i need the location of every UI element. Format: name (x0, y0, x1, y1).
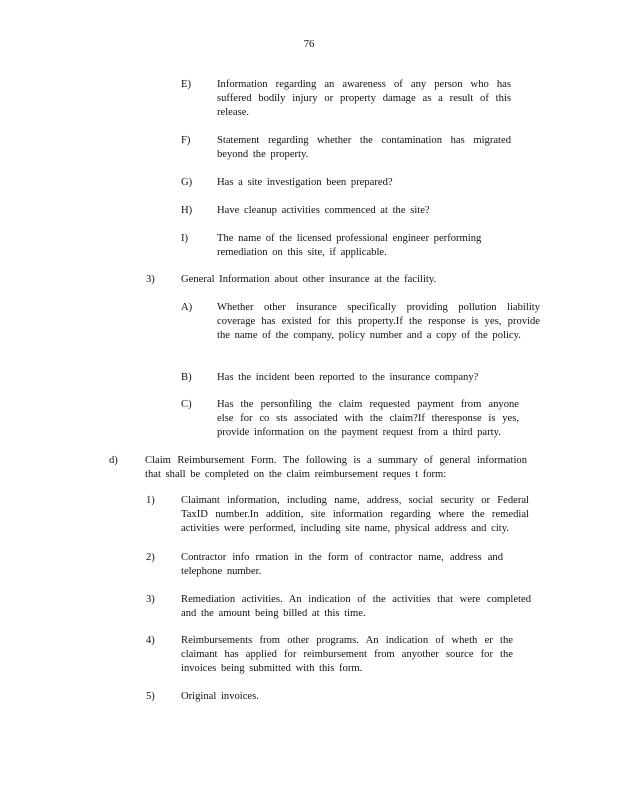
item-text: Has the incident been reported to the insurance company? (217, 372, 479, 383)
item-text: Claim Reimbursement Form. The following is a summary of general information that shall be completed on the claim reimbursement reques t form: (145, 455, 527, 480)
item-text: Original invoices. (181, 691, 259, 702)
item-label: 3) (146, 274, 155, 285)
item-label: I) (181, 233, 189, 244)
item-label: 1) (146, 495, 155, 506)
item-text: Claimant information, including name, address, social security or Federal TaxID number.In addition, site information regarding where the remedial activities were performed, including site name, physical address and city. (181, 495, 529, 534)
item-label: B) (181, 372, 192, 383)
item-label: 5) (146, 691, 155, 702)
item-text: Remediation activities. An indication of the activities that were completed and the amount being billed at this time. (181, 594, 531, 619)
item-label: H) (181, 205, 193, 216)
item-text: The name of the licensed professional engineer performing remediation on this site, if applicable. (217, 233, 482, 258)
item-label: 4) (146, 635, 155, 646)
item-label: C) (181, 399, 192, 410)
item-text: Statement regarding whether the contamination has migrated beyond the property. (217, 135, 511, 160)
item-text: Contractor info rmation in the form of contractor name, address and telephone number. (181, 552, 503, 577)
item-text: Reimbursements from other programs. An indication of wheth er the claimant has applied for reimbursement from anyother source for the invoices being submitted with this form. (181, 635, 513, 674)
item-label: d) (109, 455, 118, 466)
item-text: Whether other insurance specifically providing pollution liability coverage has existed for this property.If the response is yes, provide the name of the company, policy number and a copy of the policy. (217, 302, 540, 341)
item-text: General Information about other insurance at the facility. (181, 274, 437, 285)
item-label: G) (181, 177, 193, 188)
item-label: 2) (146, 552, 155, 563)
item-text: Has a site investigation been prepared? (217, 177, 393, 188)
page-number: 76 (303, 39, 315, 50)
item-label: F) (181, 135, 191, 146)
item-label: E) (181, 79, 191, 90)
item-label: 3) (146, 594, 155, 605)
item-text: Has the personfiling the claim requested payment from anyone else for co sts associated with the claim?If theresponse is yes, provide information on the payment request from a third party. (217, 399, 519, 438)
item-text: Have cleanup activities commenced at the site? (217, 205, 430, 216)
item-label: A) (181, 302, 193, 313)
item-text: Information regarding an awareness of any person who has suffered bodily injury or property damage as a result of this release. (217, 79, 511, 118)
